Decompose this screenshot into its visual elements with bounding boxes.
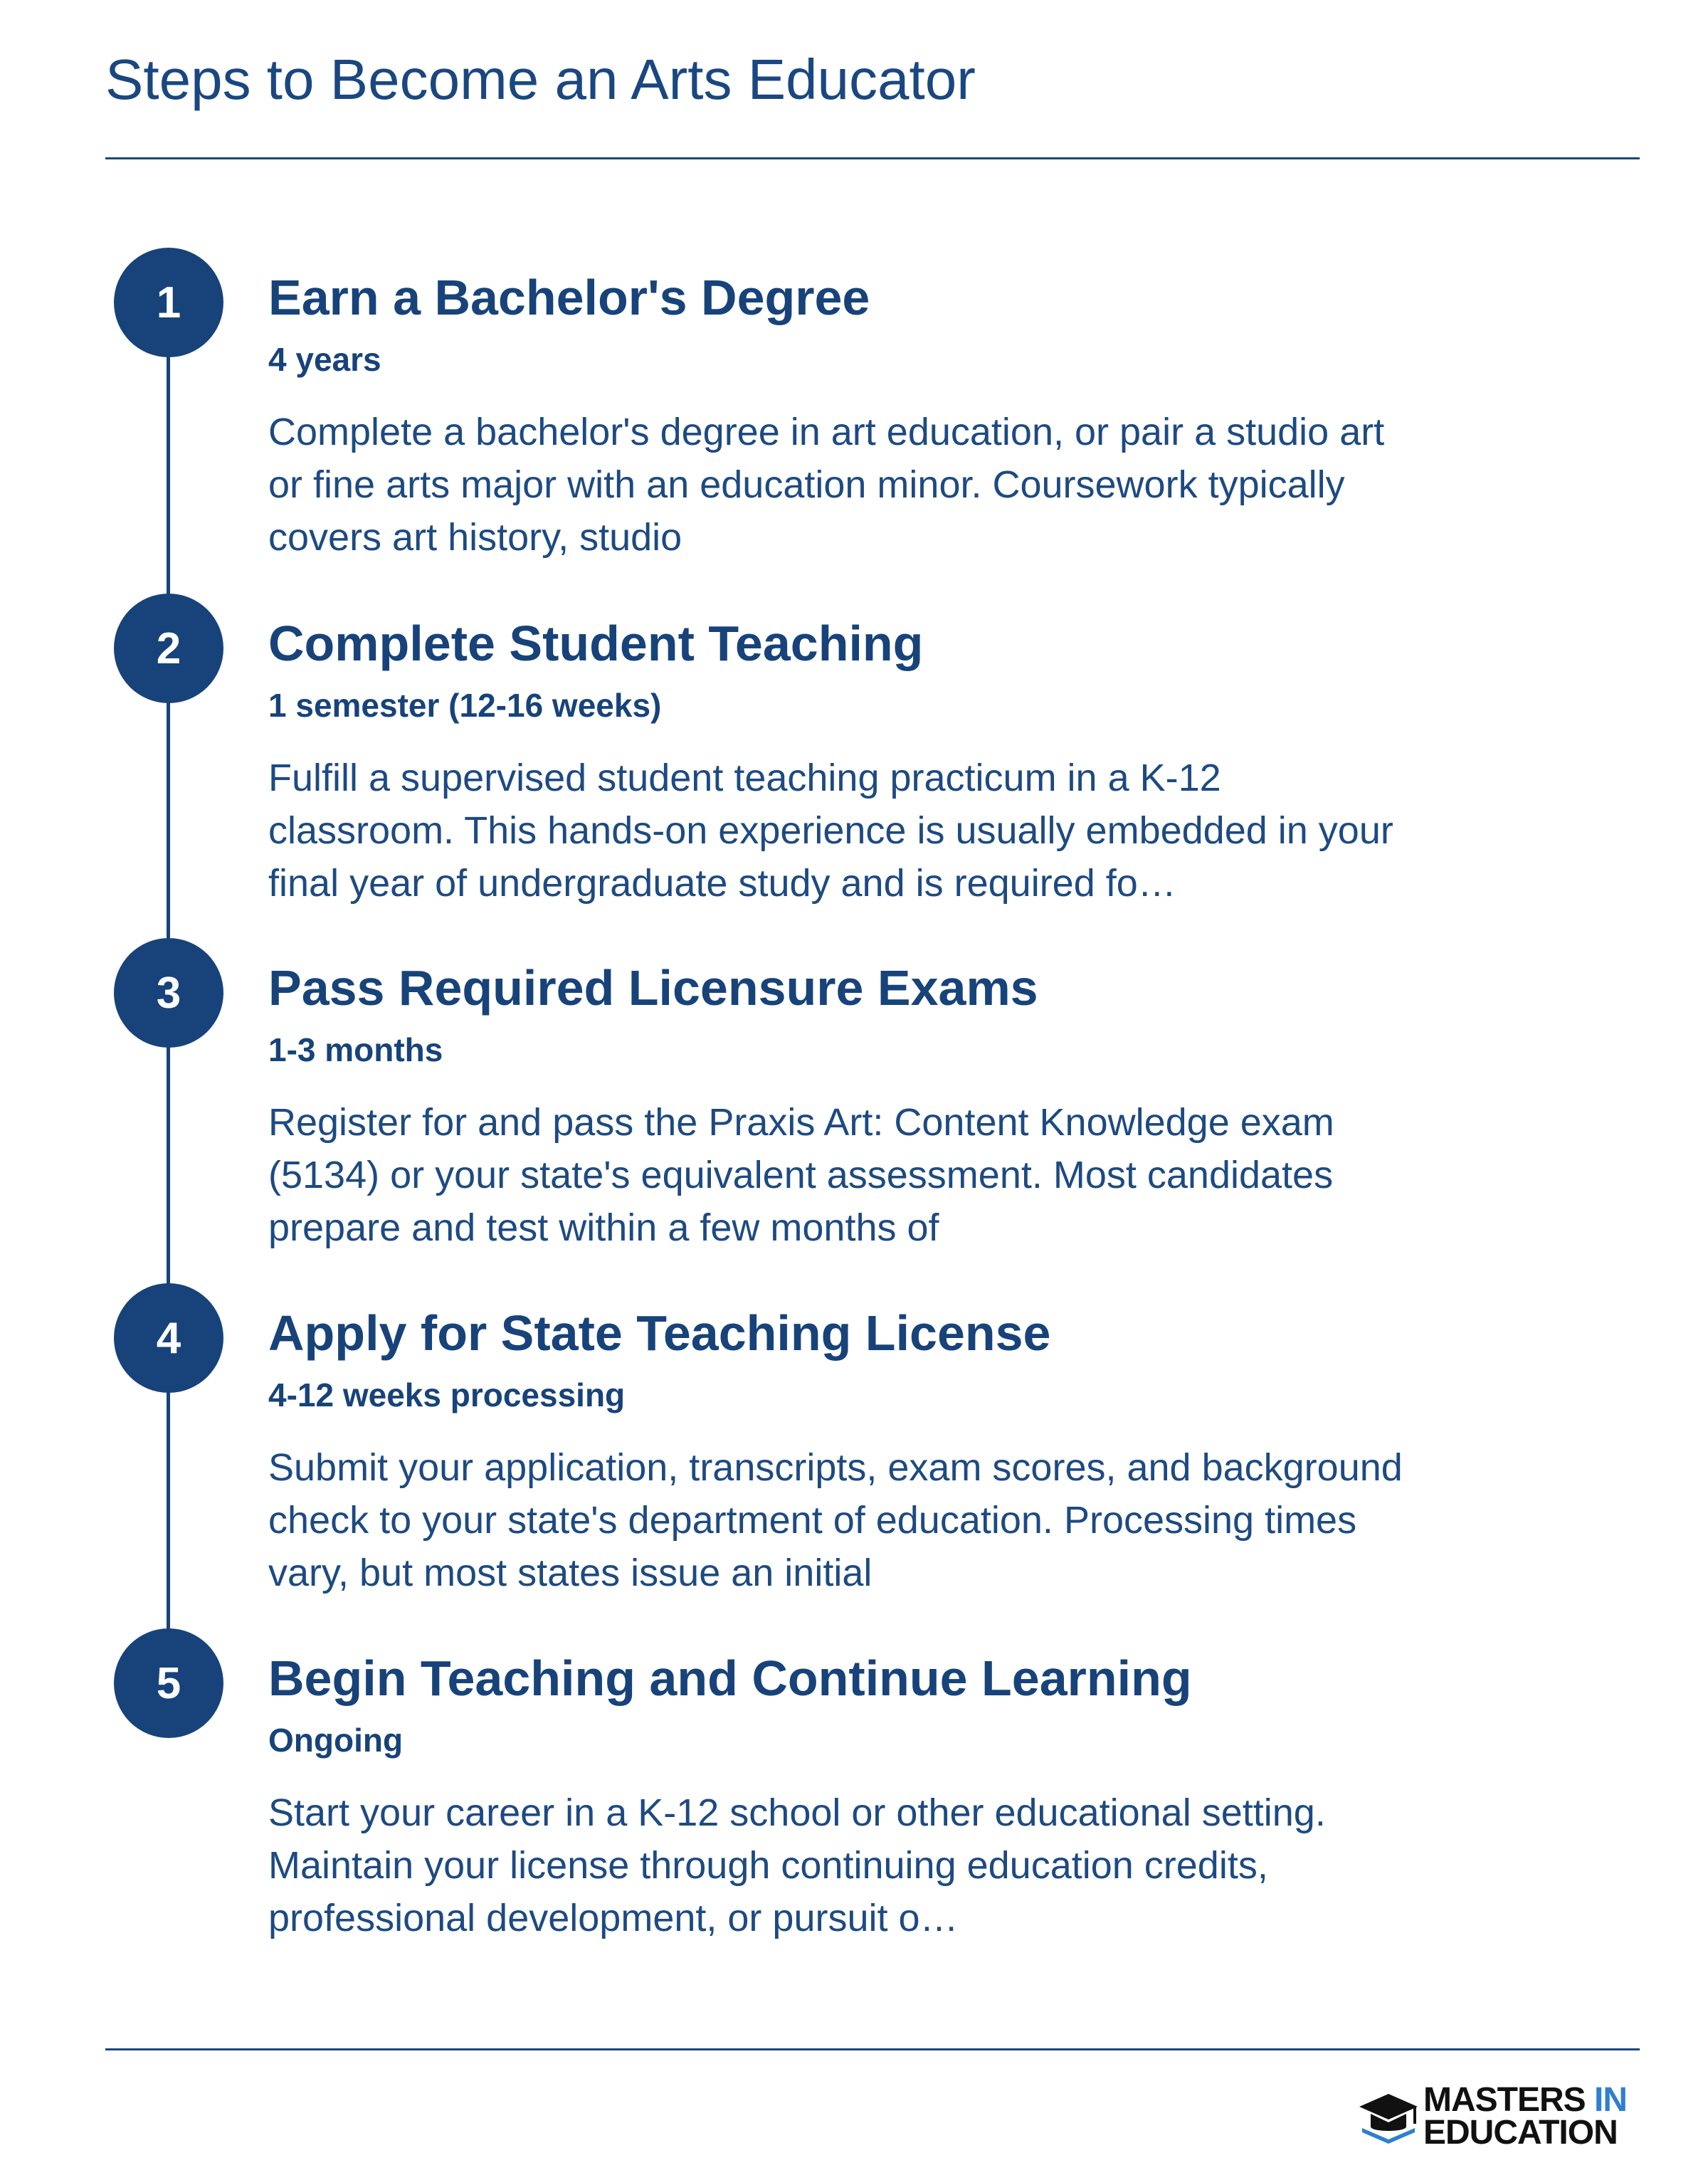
step-description: Submit your application, transcripts, exam scores, and background check to your state's department of education. Processing times vary, but most states issue an initial <box>268 1446 1403 1594</box>
step-description: Register for and pass the Praxis Art: Content Knowledge exam (5134) or your state's equivalent assessment. Most candidates prepare and test within a few months of <box>268 1101 1334 1249</box>
step-title: Pass Required Licensure Exams <box>268 960 1038 1016</box>
step-description: Fulfill a supervised student teaching practicum in a K-12 classroom. This hands-on experience is usually embedded in your final year of undergraduate study and is required fo… <box>268 757 1393 905</box>
logo-wordmark: MASTERS IN EDUCATION <box>1423 2081 1628 2152</box>
step-number-badge: 4 <box>114 1283 223 1393</box>
graduation-cap-icon <box>1358 2087 1419 2148</box>
step-number-badge: 3 <box>114 938 223 1048</box>
step-duration: 1-3 months <box>268 1031 443 1068</box>
masters-in-education-logo <box>1358 2081 1643 2155</box>
step-duration: 4 years <box>268 341 381 378</box>
page-title: Steps to Become an Arts Educator <box>105 48 976 111</box>
step-number-badge: 2 <box>114 594 223 703</box>
step-description: Start your career in a K-12 school or other educational setting. Maintain your license through continuing education credits, professional development, or pursuit o… <box>268 1791 1326 1939</box>
step-title: Begin Teaching and Continue Learning <box>268 1650 1192 1706</box>
title-divider <box>105 157 1640 159</box>
step-duration: Ongoing <box>268 1722 404 1759</box>
step-duration: 1 semester (12-16 weeks) <box>268 687 662 724</box>
step-number-badge: 1 <box>114 248 223 357</box>
step-title: Earn a Bachelor's Degree <box>268 270 870 325</box>
step-duration: 4-12 weeks processing <box>268 1376 626 1413</box>
step-title: Apply for State Teaching License <box>268 1305 1051 1361</box>
step-description: Complete a bachelor's degree in art education, or pair a studio art or fine arts major with an education minor. Coursework typically covers art history, studio <box>268 411 1385 559</box>
footer-divider <box>105 2048 1640 2050</box>
step-title: Complete Student Teaching <box>268 616 924 671</box>
step-number-badge: 5 <box>114 1628 223 1738</box>
